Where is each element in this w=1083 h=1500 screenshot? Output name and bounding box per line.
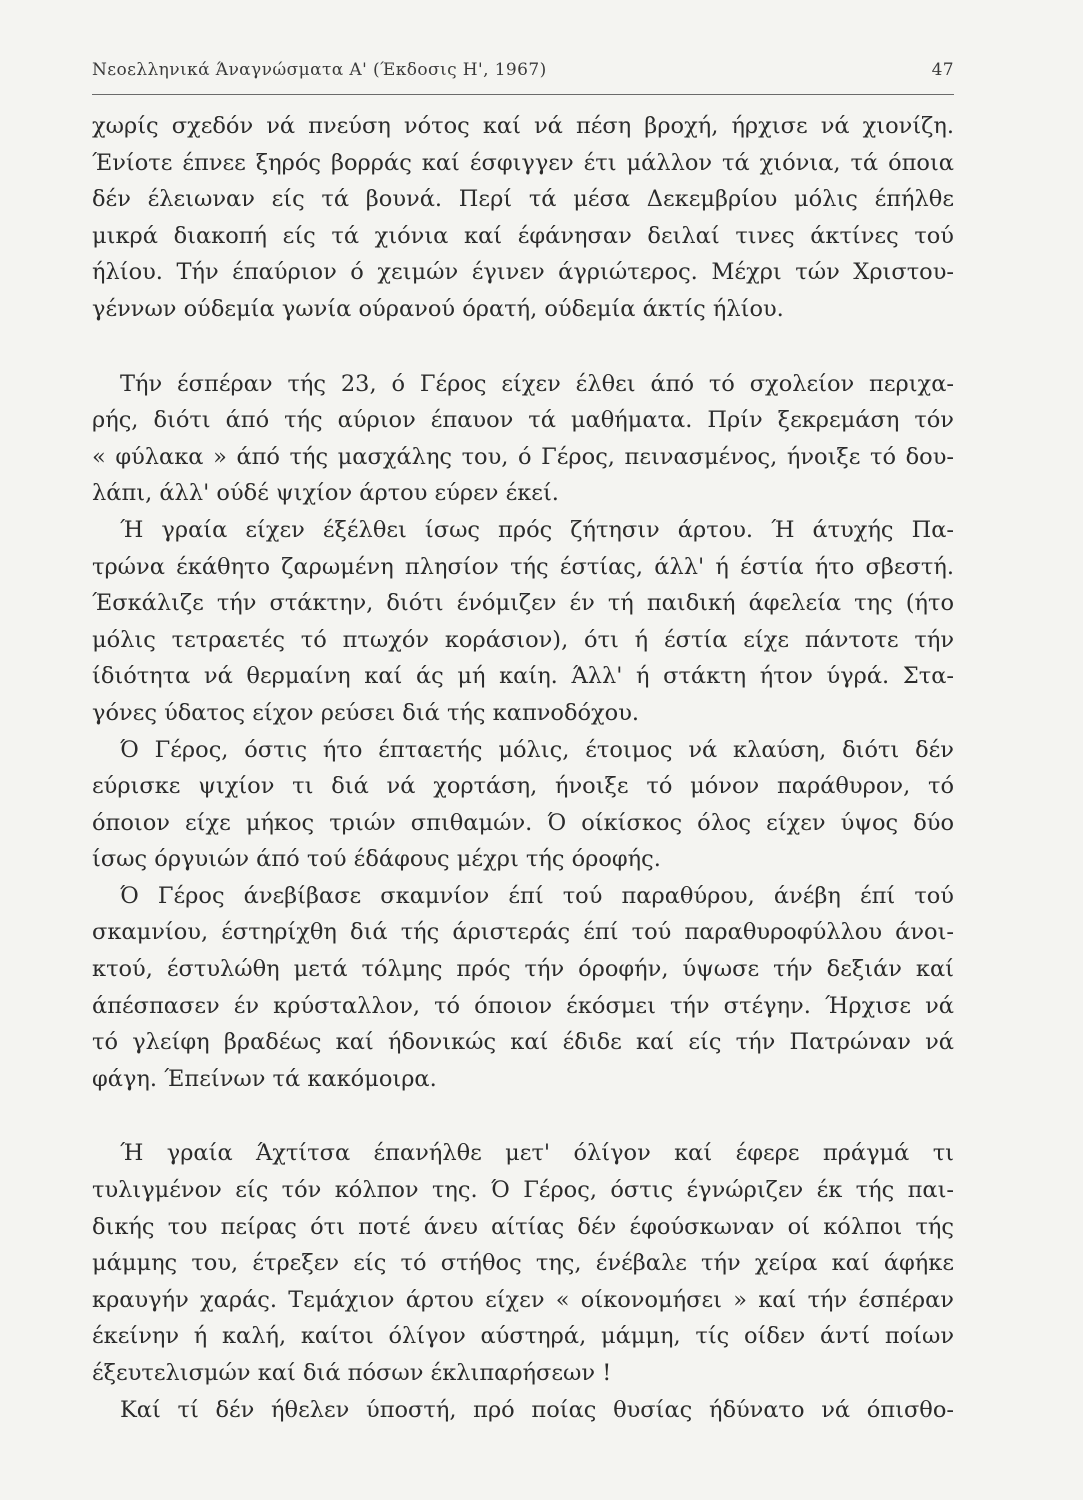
- text-line: λάπι, άλλ' ούδέ ψιχίον άρτου εύρεν έκεί.: [92, 480, 559, 507]
- text-line: μόλις τετραετές τό πτωχόν κοράσιον), ότι ή έστία είχε πάντοτε τήν: [92, 626, 954, 653]
- text-line: κτού, έστυλώθη μετά τόλμης πρός τήν όροφήν, ύψωσε τήν δεξιάν καί: [92, 956, 954, 983]
- text-line: τό γλείφη βραδέως καί ήδονικώς καί έδιδε καί είς τήν Πατρώναν νά: [92, 1029, 954, 1056]
- text-line: εύρισκε ψιχίον τι διά νά χορτάση, ήνοιξε τό μόνον παράθυρον, τό: [92, 773, 954, 800]
- text-line: ρής, διότι άπό τής αύριον έπαυον τά μαθήματα. Πρίν ξεκρεμάση τόν: [92, 407, 954, 434]
- header-title: Νεοελληνικά Άναγνώσματα Α' (Έκδοσις Η', 1967): [92, 60, 547, 80]
- text-line: Έσκάλιζε τήν στάκτην, διότι ένόμιζεν έν τή παιδική άφελεία της (ήτο: [92, 590, 954, 617]
- paragraph-gap: [92, 328, 954, 366]
- text-line: σκαμνίου, έστηρίχθη διά τής άριστεράς έπί τού παραθυροφύλλου άνοι-: [92, 919, 954, 946]
- text-line: Ένίοτε έπνεε ξηρός βορράς καί έσφιγγεν έτι μάλλον τά χιόνια, τά όποια: [92, 149, 954, 176]
- text-line: έκείνην ή καλή, καίτοι όλίγον αύστηρά, μάμμη, τίς οίδεν άντί ποίων: [92, 1323, 954, 1350]
- page-number: 47: [931, 60, 954, 80]
- text-line: τρώνα έκάθητο ζαρωμένη πλησίον τής έστίας, άλλ' ή έστία ήτο σβεστή.: [92, 553, 954, 580]
- text-line: ίσως όργυιών άπό τού έδάφους μέχρι τής όροφής.: [92, 846, 661, 873]
- text-line: Τήν έσπέραν τής 23, ό Γέρος είχεν έλθει άπό τό σχολείον περιχα-: [120, 370, 954, 397]
- text-line: γόνες ύδατος είχον ρεύσει διά τής καπνοδόχου.: [92, 699, 640, 726]
- running-header: [92, 60, 954, 88]
- text-line: ίδιότητα νά θερμαίνη καί άς μή καίη. Άλλ' ή στάκτη ήτον ύγρά. Στα-: [92, 663, 954, 690]
- text-line: δικής του πείρας ότι ποτέ άνευ αίτίας δέν έφούσκωναν οί κόλποι τής: [92, 1213, 954, 1240]
- text-line: μάμμης του, έτρεξεν είς τό στήθος της, ένέβαλε τήν χείρα καί άφήκε: [92, 1250, 954, 1277]
- text-line: κραυγήν χαράς. Τεμάχιον άρτου είχεν « οίκονομήσει » καί τήν έσπέραν: [92, 1286, 954, 1313]
- text-line: τυλιγμένον είς τόν κόλπον της. Ό Γέρος, όστις έγνώριζεν έκ τής παι-: [92, 1177, 954, 1204]
- text-line: Ή γραία είχεν έξέλθει ίσως πρός ζήτησιν άρτου. Ή άτυχής Πα-: [120, 516, 954, 543]
- text-line: όποιον είχε μήκος τριών σπιθαμών. Ό οίκίσκος όλος είχεν ύψος δύο: [92, 809, 954, 836]
- text-line: μικρά διακοπή είς τά χιόνια καί έφάνησαν δειλαί τινες άκτίνες τού: [92, 222, 954, 249]
- text-line: έξευτελισμών καί διά πόσων έκλιπαρήσεων !: [92, 1360, 612, 1386]
- text-line: άπέσπασεν έν κρύσταλλον, τό όποιον έκόσμει τήν στέγην. Ήρχισε νά: [92, 992, 954, 1019]
- body-text: [92, 108, 954, 1428]
- text-line: Ή γραία Άχτίτσα έπανήλθε μετ' όλίγον καί έφερε πράγμά τι: [120, 1140, 954, 1167]
- text-line: χωρίς σχεδόν νά πνεύση νότος καί νά πέση βροχή, ήρχισε νά χιονίζη.: [92, 113, 954, 139]
- header-rule: [92, 94, 954, 95]
- text-line: δέν έλειωναν είς τά βουνά. Περί τά μέσα Δεκεμβρίου μόλις έπήλθε: [92, 186, 954, 213]
- text-line: Καί τί δέν ήθελεν ύποστή, πρό ποίας θυσίας ήδύνατο νά όπισθο-: [120, 1396, 954, 1423]
- text-line: γέννων ούδεμία γωνία ούρανού όρατή, ούδεμία άκτίς ήλίου.: [92, 295, 784, 322]
- text-line: ήλίου. Τήν έπαύριον ό χειμών έγινεν άγριώτερος. Μέχρι τών Χριστου-: [92, 259, 954, 286]
- paragraph-gap: [92, 1097, 954, 1135]
- text-line: « φύλακα » άπό τής μασχάλης του, ό Γέρος, πεινασμένος, ήνοιξε τό δου-: [92, 443, 954, 470]
- text-line: φάγη. Έπείνων τά κακόμοιρα.: [92, 1065, 437, 1092]
- text-line: Ό Γέρος άνεβίβασε σκαμνίον έπί τού παραθύρου, άνέβη έπί τού: [120, 882, 954, 909]
- text-line: Ό Γέρος, όστις ήτο έπταετής μόλις, έτοιμος νά κλαύση, διότι δέν: [120, 736, 954, 763]
